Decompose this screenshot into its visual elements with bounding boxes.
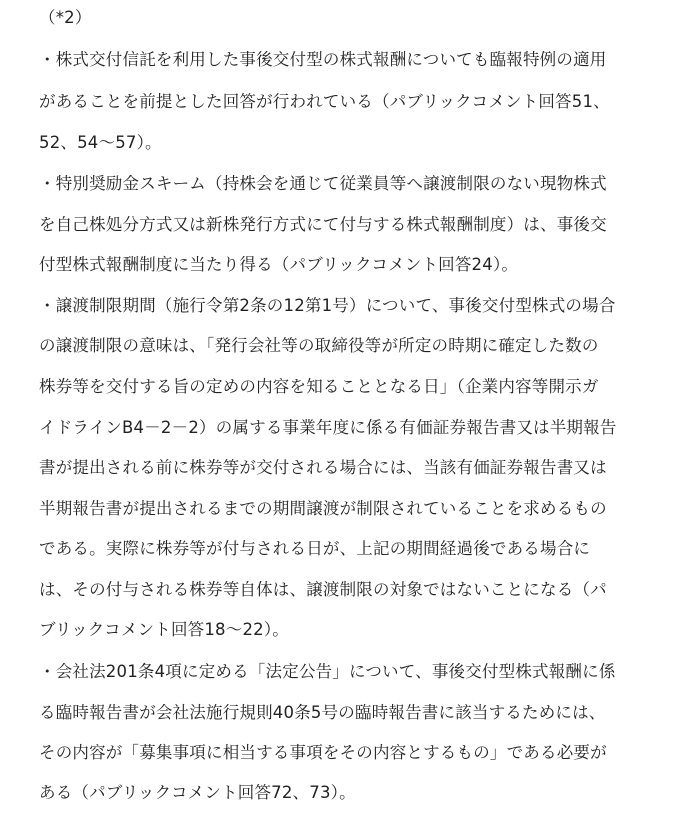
text-line: ・会社法201条4項に定める「法定公告」について、事後交付型株式報酬に係 (39, 662, 616, 681)
text-line: があることを前提とした回答が行われている（パブリックコメント回答51、 (39, 92, 610, 111)
text-line: ・株式交付信託を利用した事後交付型の株式報酬についても臨報特例の適用 (39, 50, 607, 69)
text-line: 52、54～57）。 (39, 133, 162, 152)
text-line: である。実際に株券等が付与される日が、上記の期間経過後である場合に (39, 539, 591, 558)
text-line: 付型株式報酬制度に当たり得る（パブリックコメント回答24）。 (39, 255, 519, 274)
text-line: ・特別奨励金スキーム（持株会を通じて従業員等へ譲渡制限のない現物株式 (39, 174, 607, 193)
text-line: ブリックコメント回答18～22）。 (39, 620, 289, 639)
text-line: る臨時報告書が会社法施行規則40条5号の臨時報告書に該当するためには、 (39, 703, 606, 722)
text-line: ある（パブリックコメント回答72、73）。 (39, 783, 356, 802)
text-line: 株券等を交付する旨の定めの内容を知ることとなる日」（企業内容等開示ガ (39, 377, 599, 396)
text-line: 半期報告書が提出されるまでの期間譲渡が制限されていることを求めるもの (39, 499, 607, 518)
text-line: は、その付与される株券等自体は、譲渡制限の対象ではないことになる（パ (39, 580, 607, 599)
text-line: 書が提出される前に株券等が交付される場合には、当該有価証券報告書又は (39, 458, 607, 477)
text-line: を自己株処分方式又は新株発行方式にて付与する株式報酬制度）は、事後交 (39, 215, 607, 234)
note-heading: （*2） (39, 8, 92, 27)
text-line: の譲渡制限の意味は、「発行会社等の取締役等が所定の時期に確定した数の (39, 336, 599, 355)
text-line: その内容が「募集事項に相当する事項をその内容とするもの」である必要が (39, 743, 607, 762)
text-line: イドラインB4－2－2）の属する事業年度に係る有価証券報告書又は半期報告 (39, 418, 617, 437)
text-line: ・譲渡制限期間（施行令第2条の12第1号）について、事後交付型株式の場合 (39, 296, 616, 315)
